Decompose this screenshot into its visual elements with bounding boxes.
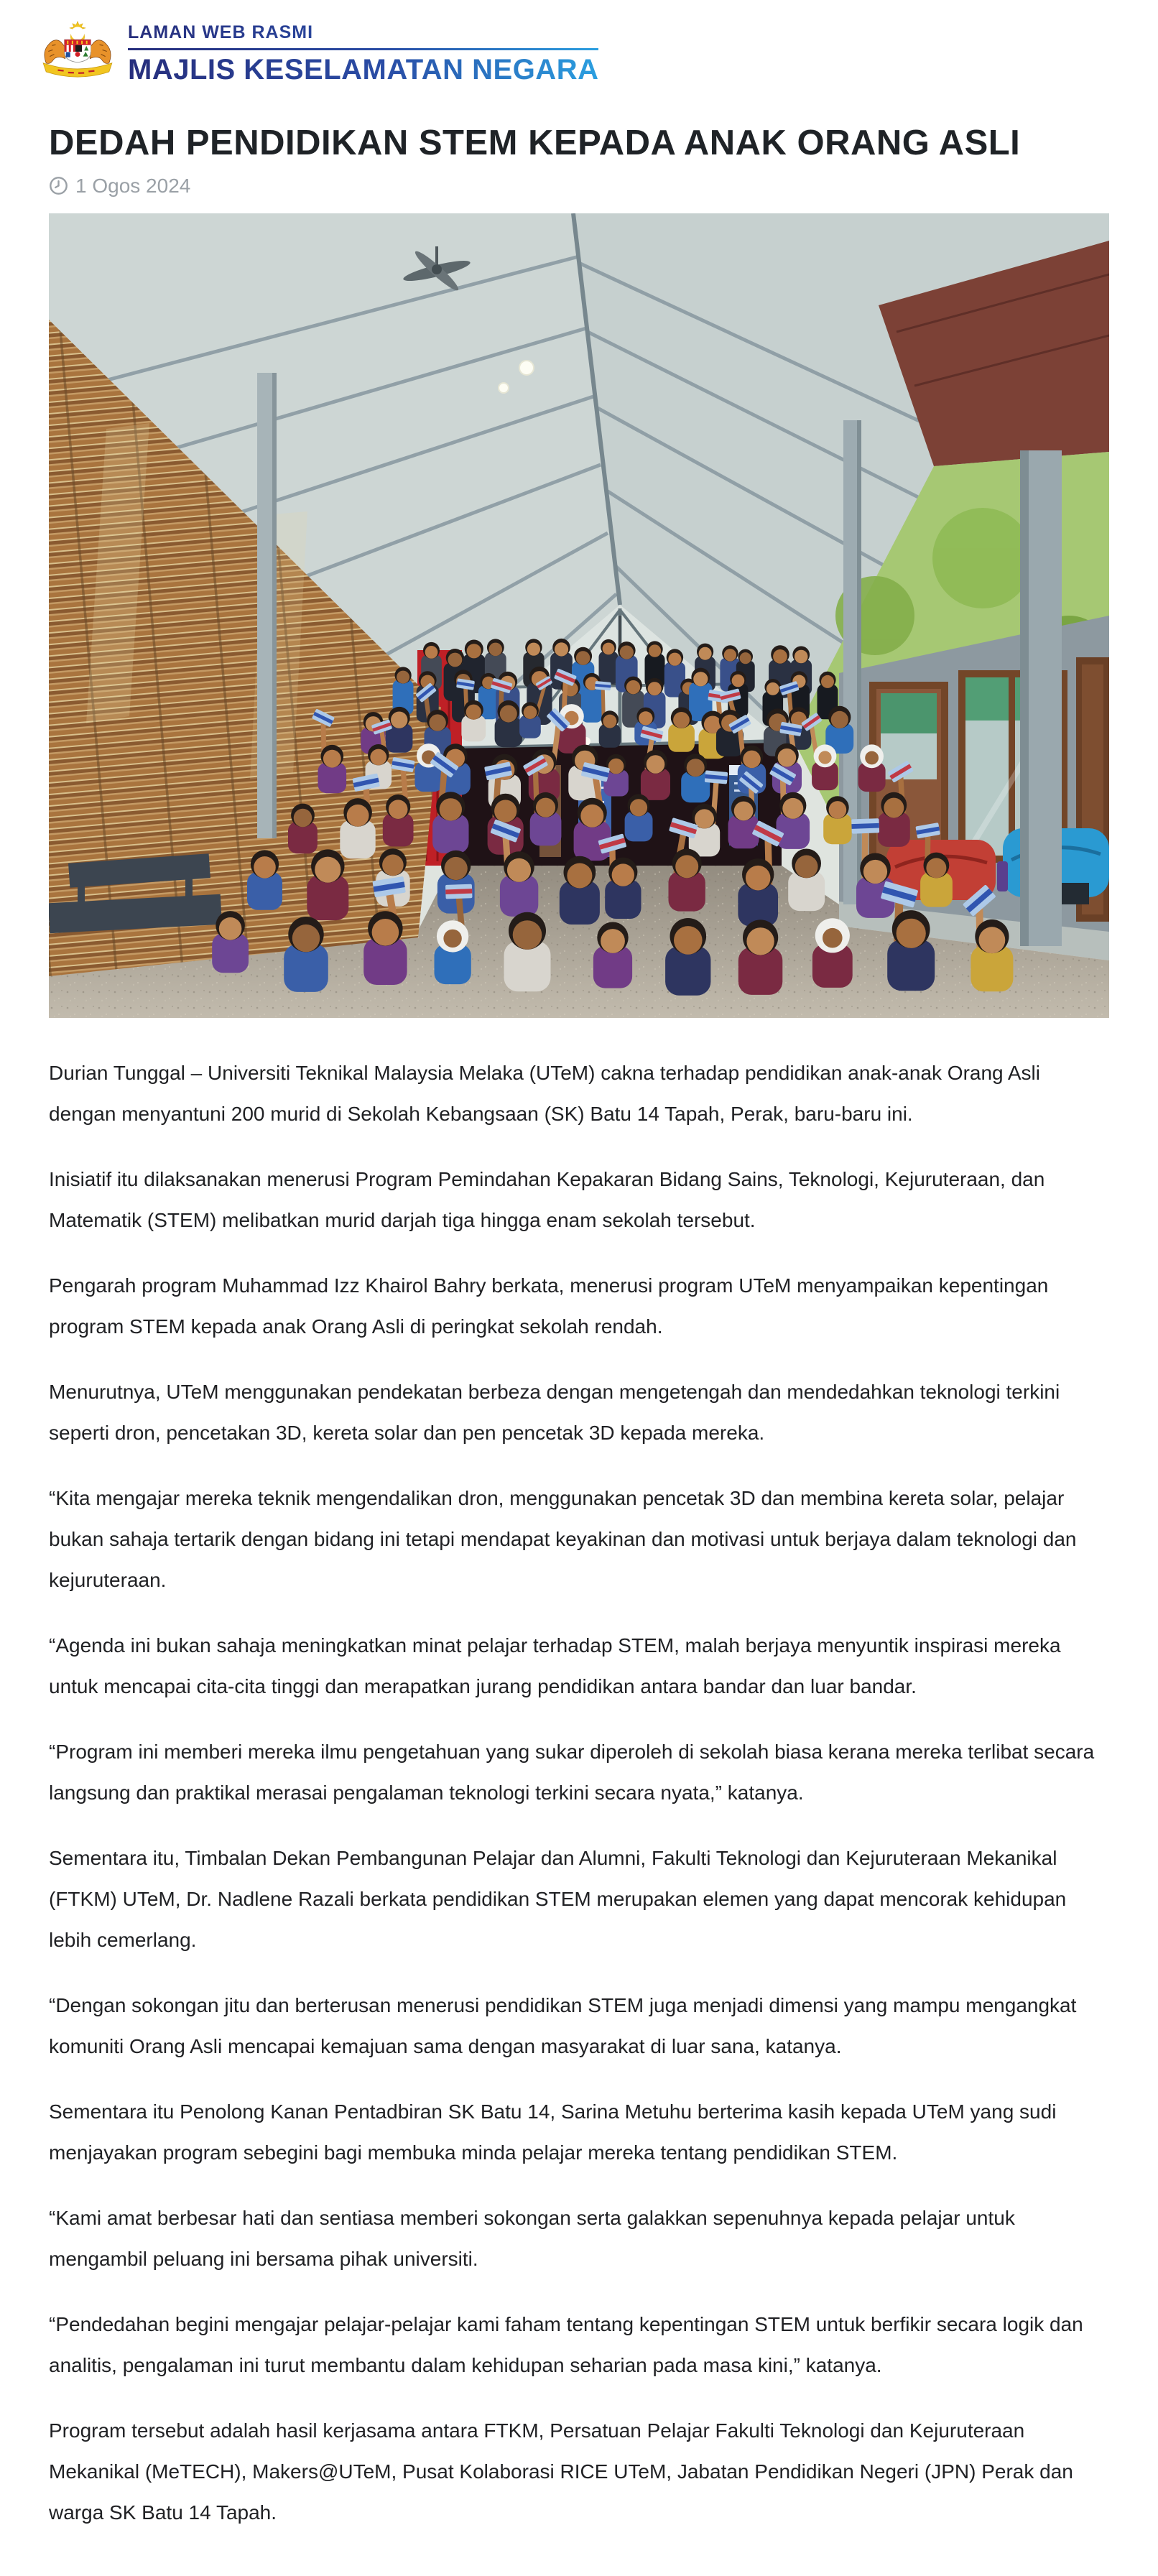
article-paragraph: “Kami amat berbesar hati dan sentiasa memberi sokongan serta galakkan sepenuhnya kepada pelajar untuk mengambil peluang ini bersama pihak universiti. bbox=[49, 2206, 1015, 2270]
article-date-row bbox=[49, 175, 1109, 198]
article-paragraph: “Agenda ini bukan sahaja meningkatkan minat pelajar terhadap STEM, malah berjaya menyuntik inspirasi mereka untuk mencapai cita-cita tinggi dan merapatkan jurang pendidikan antara bandar dan luar bandar. bbox=[49, 1634, 1061, 1697]
article-paragraph: Menurutnya, UTeM menggunakan pendekatan berbeza dengan mengetengah dan mendedahkan teknologi terkini seperti dron, pencetakan 3D, kereta solar dan pen pencetak 3D kepada mereka. bbox=[49, 1380, 1060, 1444]
official-site-label: LAMAN WEB RASMI bbox=[128, 23, 598, 43]
article-paragraph: “Dengan sokongan jitu dan berterusan menerusi pendidikan STEM juga menjadi dimensi yang mampu mengangkat komuniti Orang Asli mencapai kemajuan sama dengan masyarakat di luar sana, katanya. bbox=[49, 1993, 1077, 2057]
site-header bbox=[0, 0, 1158, 105]
article-body bbox=[49, 1052, 1109, 2576]
article-photo-svg bbox=[49, 213, 1109, 1018]
header-text-block bbox=[128, 17, 598, 85]
article-paragraph: Durian Tunggal – Universiti Teknikal Malaysia Melaka (UTeM) cakna terhadap pendidikan anak-anak Orang Asli dengan menyantuni 200 murid di Sekolah Kebangsaan (SK) Batu 14 Tapah, Perak, baru-baru ini. bbox=[49, 1061, 1040, 1125]
article-paragraph: Sementara itu Penolong Kanan Pentadbiran SK Batu 14, Sarina Metuhu berterima kasih kepada UTeM yang sudi menjayakan program sebegini bagi membuka minda pelajar mereka tentang pendidikan STEM. bbox=[49, 2100, 1057, 2164]
site-title[interactable]: MAJLIS KESELAMATAN NEGARA bbox=[128, 53, 599, 85]
article-paragraph: “Kita mengajar mereka teknik mengendalikan dron, menggunakan pencetak 3D dan membina kereta solar, pelajar bukan sahaja tertarik dengan bidang ini tetapi mendapat keyakinan dan motivasi untuk berjaya dalam teknologi dan kejuruteraan. bbox=[49, 1486, 1077, 1591]
header-divider bbox=[128, 48, 598, 50]
article-date: 1 Ogos 2024 bbox=[75, 174, 191, 197]
article-title: DEDAH PENDIDIKAN STEM KEPADA ANAK ORANG ASLI bbox=[49, 124, 1021, 162]
article-photo bbox=[49, 213, 1109, 1018]
coat-of-arms-svg bbox=[37, 17, 118, 88]
article-paragraph: Program tersebut adalah hasil kerjasama antara FTKM, Persatuan Pelajar Fakulti Teknologi dan Kejuruteraan Mekanikal (MeTECH), Makers@UTeM, Pusat Kolaborasi RICE UTeM, Jabatan Pendidikan Negeri (JPN) Perak dan warga SK Batu 14 Tapah. bbox=[49, 2419, 1073, 2524]
article-paragraph: Pengarah program Muhammad Izz Khairol Bahry berkata, menerusi program UTeM menyampaikan kepentingan program STEM kepada anak Orang Asli di peringkat sekolah rendah. bbox=[49, 1274, 1049, 1338]
article-paragraph: “Program ini memberi mereka ilmu pengetahuan yang sukar diperoleh di sekolah biasa kerana mereka terlibat secara langsung dan praktikal merasai pengalaman teknologi terkini secara nyata,” katanya. bbox=[49, 1740, 1095, 1804]
article-paragraph: Sementara itu, Timbalan Dekan Pembangunan Pelajar dan Alumni, Fakulti Teknologi dan Kejuruteraan Mekanikal (FTKM) UTeM, Dr. Nadlene Razali berkata pendidikan STEM merupakan elemen yang dapat mencorak kehidupan lebih cemerlang. bbox=[49, 1846, 1067, 1951]
article-paragraph: Inisiatif itu dilaksanakan menerusi Program Pemindahan Kepakaran Bidang Sains, Teknologi, Kejuruteraan, dan Matematik (STEM) melibatkan murid darjah tiga hingga enam sekolah tersebut. bbox=[49, 1167, 1045, 1231]
malaysia-coat-of-arms-icon[interactable] bbox=[37, 17, 118, 88]
clock-icon bbox=[49, 176, 68, 195]
article-paragraph: “Pendedahan begini mengajar pelajar-pelajar kami faham tentang kepentingan STEM untuk berfikir secara logik dan analitis, pengalaman ini turut membantu dalam kehidupan seharian pada masa kini,” katanya. bbox=[49, 2312, 1083, 2376]
article bbox=[49, 124, 1109, 2576]
